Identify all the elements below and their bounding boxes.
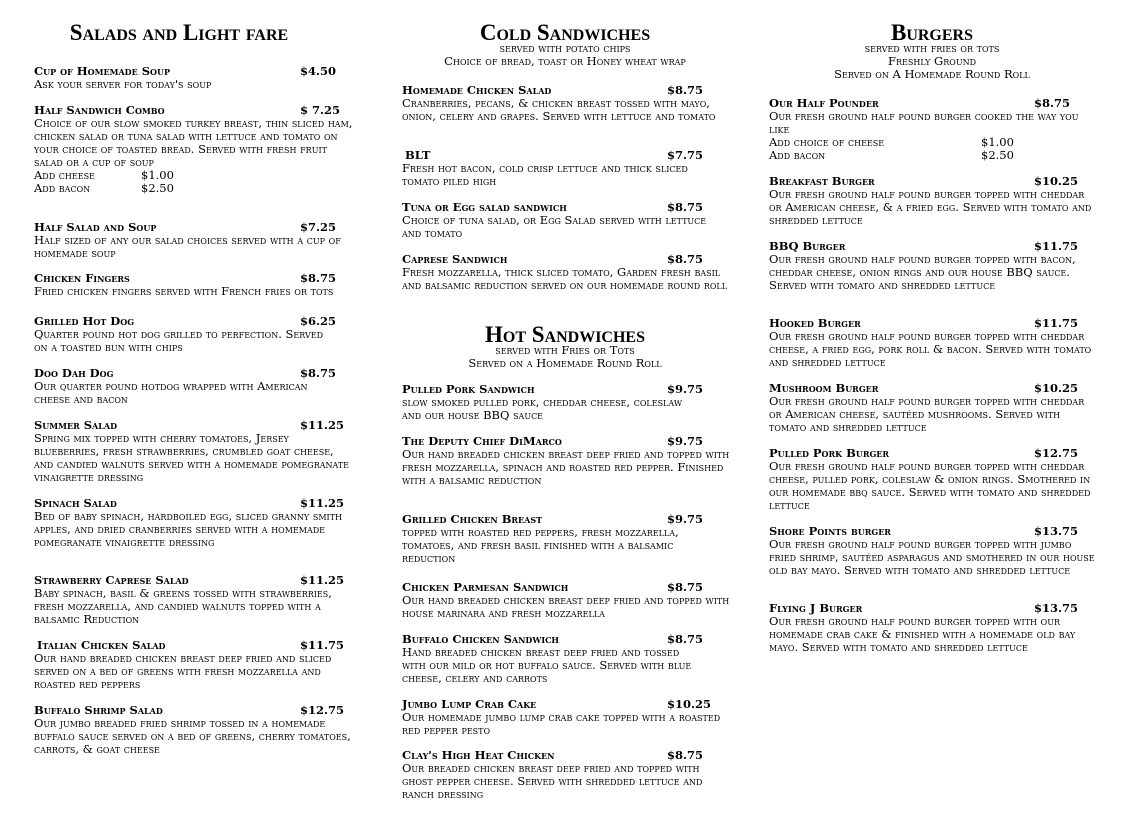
item-description: Our hand breaded chicken breast deep fried and sliced served on a bed of greens with fresh mozzarella and roasted red peppers (34, 651, 332, 691)
section-title: Hot Sandwiches (484, 322, 645, 347)
item-description: Cranberries, pecans, & chicken breast tossed with mayo, onion, celery and grapes. Served with lettuce and tomato (402, 96, 716, 123)
item-name: Chicken Fingers (34, 271, 130, 285)
item-name: Italian Chicken Salad (37, 638, 166, 652)
menu-item (769, 97, 1099, 162)
menu-item (769, 240, 1099, 292)
item-price: $8.75 (667, 83, 704, 97)
item-description: Quarter pound hot dog grilled to perfection. Served on a toasted bun with chips (34, 327, 324, 354)
item-price: $8.75 (300, 271, 337, 285)
menu-item (402, 253, 736, 292)
menu-item (769, 447, 1099, 512)
menu-item (34, 574, 364, 626)
section-title: Cold Sandwiches (479, 20, 651, 45)
item-description: Our fresh ground half pound burger topped with cheddar or American cheese, sautéed mushrooms. Served with tomato and shredded lettuce (769, 394, 1085, 434)
item-name: Buffalo Chicken Sandwich (402, 632, 559, 646)
menu-item (769, 382, 1099, 434)
menu-item (402, 149, 736, 188)
item-name: Spinach Salad (34, 496, 117, 510)
item-price: $7.75 (667, 148, 704, 162)
item-price: $11.75 (1034, 316, 1079, 330)
item-price: $8.75 (667, 580, 704, 594)
section-subtitle: served with fries or tots (864, 41, 1000, 55)
item-price: $11.25 (300, 496, 345, 510)
item-price: $8.75 (667, 200, 704, 214)
menu-item (402, 383, 736, 422)
menu-item (34, 272, 364, 298)
item-description: Fried chicken fingers served with French fries or tots (34, 284, 334, 298)
item-name: Mushroom Burger (769, 381, 879, 395)
item-price: $11.25 (300, 418, 345, 432)
menu-item (402, 84, 736, 123)
addon-label: Add bacon (769, 148, 826, 162)
item-price: $8.75 (1034, 96, 1071, 110)
item-name: Grilled Chicken Breast (402, 512, 543, 526)
item-name: Jumbo Lump Crab Cake (402, 697, 537, 711)
item-name: Buffalo Shrimp Salad (34, 703, 163, 717)
item-price: $10.25 (667, 697, 712, 711)
item-description: Our hand breaded chicken breast deep fried and topped with house marinara and fresh mozzarella (402, 593, 730, 620)
item-price: $11.25 (300, 573, 345, 587)
addon-row (769, 149, 1099, 162)
item-price: $11.75 (300, 638, 345, 652)
section-subtitle: Served on A Homemade Round Roll (834, 67, 1030, 81)
item-description: Choice of tuna salad, or Egg Salad served with lettuce and tomato (402, 213, 707, 240)
item-price: $9.75 (667, 512, 704, 526)
item-description: Our homemade jumbo lump crab cake topped with a roasted red pepper pesto (402, 710, 721, 737)
item-price: $10.25 (1034, 174, 1079, 188)
menu-item (34, 221, 364, 260)
item-description: Hand breaded chicken breast deep fried and tossed with our mild or hot buffalo sauce. Served with blue cheese, celery and carrots (402, 645, 692, 685)
item-name: Clay's High Heat Chicken (402, 748, 555, 762)
item-name: The Deputy Chief DiMarco (402, 434, 562, 448)
item-description: Ask your server for today's soup (34, 77, 212, 91)
item-price: $12.75 (1034, 446, 1079, 460)
item-description: topped with roasted red peppers, fresh mozzarella, tomatoes, and fresh basil finished with a balsamic reduction (402, 525, 679, 565)
section-subtitle: Freshly Ground (888, 54, 976, 68)
menu-item (34, 639, 364, 691)
item-price: $9.75 (667, 382, 704, 396)
menu-item (34, 315, 364, 354)
item-name: Breakfast Burger (769, 174, 875, 188)
item-price: $11.75 (1034, 239, 1079, 253)
section-subtitle: Choice of bread, toast or Honey wheat wrap (444, 54, 686, 68)
item-price: $8.75 (667, 632, 704, 646)
section-title: Salads and Light fare (69, 20, 289, 45)
item-price: $7.25 (300, 220, 337, 234)
item-description: Our fresh ground half pound burger topped with cheddar cheese, pulled pork, coleslaw & onion rings. Smothered in our homemade bbq sauce. Served with tomato and shredded lettuce (769, 459, 1091, 512)
addon-label: Add bacon (34, 181, 91, 195)
section-title: Burgers (890, 20, 974, 45)
item-description: Our fresh ground half pound burger topped with bacon, cheddar cheese, onion rings and our house BBQ sauce. Served with tomato and shredded lettuce (769, 252, 1076, 292)
item-name: Cup of Homemade Soup (34, 64, 170, 78)
menu-item (769, 317, 1099, 369)
item-name: Strawberry Caprese Salad (34, 573, 189, 587)
item-price: $13.75 (1034, 601, 1079, 615)
item-name: Summer Salad (34, 418, 118, 432)
item-description: Our jumbo breaded fried shrimp tossed in a homemade buffalo sauce served on a bed of greens, cherry tomatoes, carrots, & goat cheese (34, 716, 351, 756)
item-description: Our breaded chicken breast deep fried and topped with ghost pepper cheese. Served with shredded lettuce and ranch dressing (402, 761, 703, 801)
item-description: Our fresh ground half pound burger topped with cheddar cheese, a fried egg, pork roll & bacon. Served with tomato and shredded lettuce (769, 329, 1092, 369)
item-description: Our hand breaded chicken breast deep fried and topped with fresh mozzarella, spinach and roasted red pepper. Finished with a balsamic reduction (402, 447, 730, 487)
item-name: Homemade Chicken Salad (402, 83, 552, 97)
menu-item (769, 175, 1099, 227)
item-description: Our fresh ground half pound burger topped with our homemade crab cake & finished with a homemade old bay mayo. Served with tomato and shredded lettuce (769, 614, 1076, 654)
item-name: Shore Points burger (769, 524, 891, 538)
menu-item (402, 435, 736, 487)
menu-item (769, 602, 1099, 654)
item-price: $9.75 (667, 434, 704, 448)
item-description: Fresh mozzarella, thick sliced tomato, Garden fresh basil and balsamic reduction served on our homemade round roll (402, 265, 728, 292)
item-description: Our fresh ground half pound burger cooked the way you like (769, 109, 1079, 136)
addon-label: Add choice of cheese (769, 135, 885, 149)
item-name: Hooked Burger (769, 316, 861, 330)
item-price: $8.75 (667, 252, 704, 266)
item-name: Tuna or Egg salad sandwich (402, 200, 567, 214)
item-name: BLT (405, 148, 431, 162)
item-name: Half Salad and Soup (34, 220, 157, 234)
item-description: Our fresh ground half pound burger topped with cheddar or American cheese, & a fried egg. Served with tomato and shredded lettuce (769, 187, 1092, 227)
item-description: Half sized of any our salad choices served with a cup of homemade soup (34, 233, 341, 260)
menu-item (402, 513, 736, 565)
item-name: Flying J Burger (769, 601, 863, 615)
item-price: $8.75 (667, 748, 704, 762)
addon-price: $1.00 (981, 135, 1014, 149)
menu-item (34, 704, 364, 756)
item-name: Half Sandwich Combo (34, 103, 165, 117)
item-name: Pulled Pork Burger (769, 446, 890, 460)
item-price: $4.50 (300, 64, 337, 78)
item-price: $10.25 (1034, 381, 1079, 395)
item-name: Caprese Sandwich (402, 252, 508, 266)
menu-item (34, 367, 364, 406)
item-name: Pulled Pork Sandwich (402, 382, 535, 396)
item-name: BBQ Burger (769, 239, 846, 253)
item-price: $ 7.25 (300, 103, 341, 117)
addon-price: $2.50 (981, 148, 1014, 162)
menu-item (402, 749, 736, 801)
item-description: Our quarter pound hotdog wrapped with American cheese and bacon (34, 379, 308, 406)
menu-item (34, 104, 364, 195)
item-price: $13.75 (1034, 524, 1079, 538)
addon-price: $2.50 (141, 181, 174, 195)
menu-item (402, 633, 736, 685)
item-description: Our fresh ground half pound burger topped with jumbo fried shrimp, sautéed asparagus and smothered in our house old bay mayo. Served with tomato and shredded lettuce (769, 537, 1095, 577)
item-description: Spring mix topped with cherry tomatoes, Jersey blueberries, fresh strawberries, crumbled goat cheese, and candied walnuts served with a homemade pomegranate vinaigrette dressing (34, 431, 350, 484)
item-name: Chicken Parmesan Sandwich (402, 580, 569, 594)
menu-item (34, 497, 364, 549)
addon-label: Add cheese (34, 168, 95, 182)
menu-item (402, 201, 736, 240)
section-subtitle: served with Fries or Tots (495, 343, 635, 357)
menu-item (34, 419, 364, 484)
item-price: $8.75 (300, 366, 337, 380)
item-description: Choice of our slow smoked turkey breast, thin sliced ham, chicken salad or tuna salad with lettuce and tomato on your choice of toasted bread. Served with fresh fruit salad or a cup of soup (34, 116, 353, 169)
addon-row (34, 182, 364, 195)
menu-item (34, 65, 364, 91)
menu-item (402, 581, 736, 620)
item-description: Baby spinach, basil & greens tossed with strawberries, fresh mozzarella, and candied walnuts topped with a balsamic Reduction (34, 586, 332, 626)
item-description: slow smoked pulled pork, cheddar cheese, coleslaw and our house BBQ sauce (402, 395, 683, 422)
addon-price: $1.00 (141, 168, 174, 182)
item-name: Grilled Hot Dog (34, 314, 135, 328)
section-subtitle: served with potato chips (499, 41, 631, 55)
item-description: Bed of baby spinach, hardboiled egg, sliced granny smith apples, and dried cranberries served with a homemade pomegranate vinaigrette dressing (34, 509, 343, 549)
section-subtitle: Served on a Homemade Round Roll (468, 356, 662, 370)
item-price: $12.75 (300, 703, 345, 717)
item-price: $6.25 (300, 314, 337, 328)
item-description: Fresh hot bacon, cold crisp lettuce and thick sliced tomato piled high (402, 161, 688, 188)
menu-item (769, 525, 1099, 577)
menu-item (402, 698, 736, 737)
item-name: Doo Dah Dog (34, 366, 114, 380)
item-name: Our Half Pounder (769, 96, 879, 110)
